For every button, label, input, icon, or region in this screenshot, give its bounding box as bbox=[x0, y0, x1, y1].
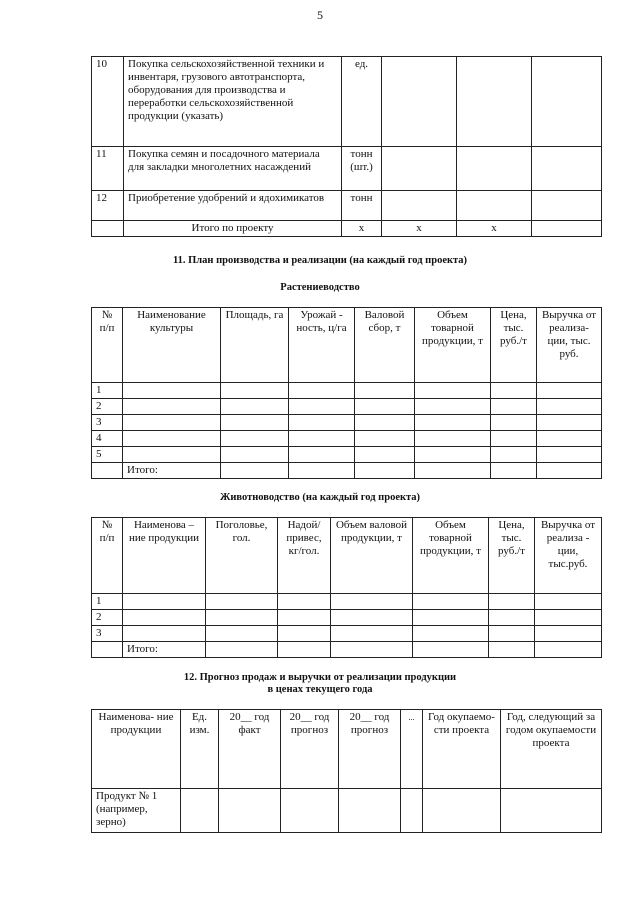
row-name: Покупка сельскохозяйственной техники и инвентаря, грузового автотранспорта, оборудования для производства и переработки сельскохозяйственной продукции (указать) bbox=[124, 57, 342, 147]
total-x: x bbox=[457, 221, 532, 237]
table-row: 1 bbox=[92, 594, 602, 610]
row-number: 10 bbox=[92, 57, 124, 147]
col-header: Выручка от реализа- ции, тыс. руб. bbox=[537, 308, 602, 383]
total-label: Итого по проекту bbox=[124, 221, 342, 237]
total-row bbox=[92, 463, 602, 479]
table-row: 3 bbox=[92, 626, 602, 642]
row-unit: ед. bbox=[342, 57, 382, 147]
col-header: Год окупаемо- сти проекта bbox=[423, 710, 501, 789]
col-header: Площадь, га bbox=[221, 308, 289, 383]
col-header: Цена, тыс. руб./т bbox=[491, 308, 537, 383]
total-x: x bbox=[382, 221, 457, 237]
col-header: Год, следующий за годом окупаемости проекта bbox=[501, 710, 602, 789]
table-row bbox=[92, 147, 602, 191]
page-number: 5 bbox=[317, 8, 323, 22]
crop-table bbox=[91, 307, 602, 479]
header-row bbox=[92, 710, 602, 789]
header-row bbox=[92, 518, 602, 594]
col-header: Цена, тыс. руб./т bbox=[489, 518, 535, 594]
investment-table bbox=[91, 56, 602, 237]
sales-forecast-table bbox=[91, 709, 602, 833]
total-x: x bbox=[342, 221, 382, 237]
table-row: 5 bbox=[92, 447, 602, 463]
row-name: Приобретение удобрений и ядохимикатов bbox=[124, 191, 342, 221]
product-name: Продукт № 1 (например, зерно) bbox=[92, 789, 181, 833]
section-12-title-line2: в ценах текущего года bbox=[267, 684, 373, 695]
table-row bbox=[92, 57, 602, 147]
row-number: 12 bbox=[92, 191, 124, 221]
section-11-title: 11. План производства и реализации (на каждый год проекта) bbox=[172, 255, 468, 266]
col-header: 20__ год прогноз bbox=[339, 710, 401, 789]
table-row: 2 bbox=[92, 610, 602, 626]
col-header: Объем товарной продукции, т bbox=[413, 518, 489, 594]
col-header: Надой/ привес, кг/гол. bbox=[278, 518, 331, 594]
row-number: 11 bbox=[92, 147, 124, 191]
table-row bbox=[92, 191, 602, 221]
table-row: 4 bbox=[92, 431, 602, 447]
row-unit: тонн (шт.) bbox=[342, 147, 382, 191]
row-name: Покупка семян и посадочного материала для закладки многолетних насаждений bbox=[124, 147, 342, 191]
col-header: 20__ год факт bbox=[219, 710, 281, 789]
table-row: 2 bbox=[92, 399, 602, 415]
col-header: Наименование культуры bbox=[123, 308, 221, 383]
row-unit: тонн bbox=[342, 191, 382, 221]
header-row bbox=[92, 308, 602, 383]
col-header: № п/п bbox=[92, 518, 123, 594]
col-header: Объем товарной продукции, т bbox=[415, 308, 491, 383]
section-12-title-line1: 12. Прогноз продаж и выручки от реализации продукции bbox=[183, 672, 457, 683]
col-header: Валовой сбор, т bbox=[355, 308, 415, 383]
col-header: № п/п bbox=[92, 308, 123, 383]
col-header: 20__ год прогноз bbox=[281, 710, 339, 789]
section-12-title bbox=[0, 672, 640, 695]
col-header: Поголовье, гол. bbox=[206, 518, 278, 594]
crop-subtitle: Растениеводство bbox=[280, 282, 360, 293]
col-header: ... bbox=[401, 710, 423, 789]
table-row: 3 bbox=[92, 415, 602, 431]
col-header: Урожай - ность, ц/га bbox=[289, 308, 355, 383]
table-row: 1 bbox=[92, 383, 602, 399]
total-label: Итого: bbox=[123, 463, 221, 479]
col-header: Объем валовой продукции, т bbox=[331, 518, 413, 594]
col-header: Наименова – ние продукции bbox=[123, 518, 206, 594]
col-header: Выручка от реализа - ции, тыс.руб. bbox=[535, 518, 602, 594]
livestock-subtitle: Животноводство (на каждый год проекта) bbox=[219, 492, 421, 503]
total-row bbox=[92, 642, 602, 658]
livestock-table bbox=[91, 517, 602, 658]
table-row bbox=[92, 789, 602, 833]
col-header: Ед. изм. bbox=[181, 710, 219, 789]
col-header: Наименова- ние продукции bbox=[92, 710, 181, 789]
total-row bbox=[92, 221, 602, 237]
total-label: Итого: bbox=[123, 642, 206, 658]
